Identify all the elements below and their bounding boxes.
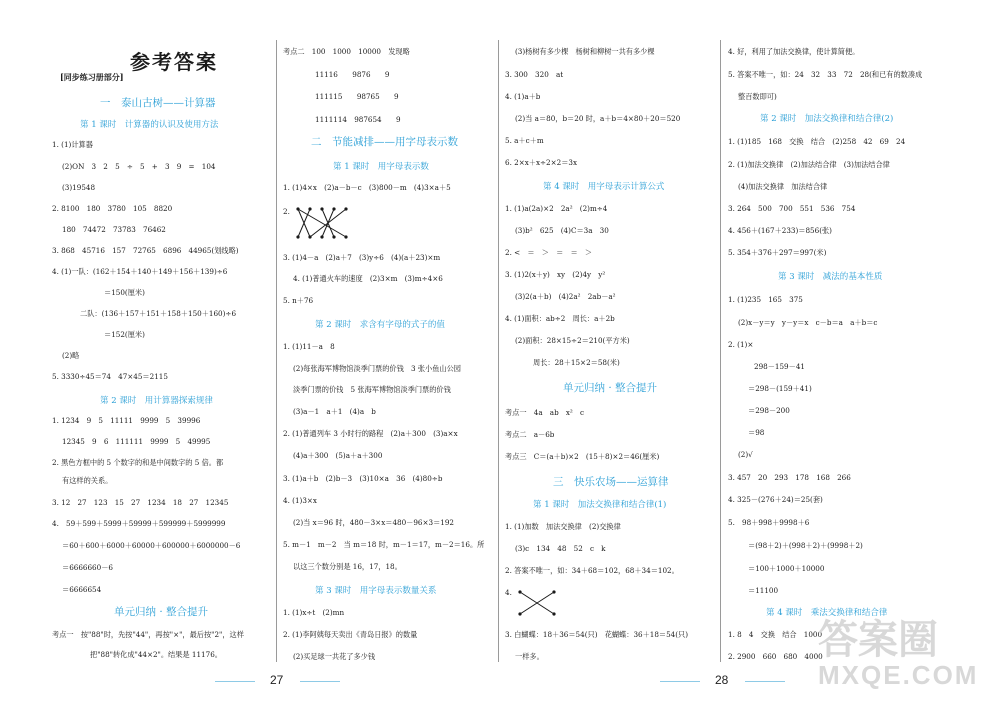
- answer-line: 周长：28＋15×2＝58(米): [533, 358, 620, 367]
- answer-line: (2)面积：28×15÷2＝210(平方米): [515, 336, 630, 345]
- answer-line: 淡季门票的价钱 5 张海军博物馆淡季门票的价钱: [293, 385, 451, 394]
- column-4: [728, 0, 968, 680]
- answer-line: 5. 3330÷45＝74 47×45＝2115: [52, 372, 168, 381]
- answer-line: 把"88"转化成"44×2"。结果是 11176。: [90, 650, 222, 659]
- answer-line: 2. (1)×: [728, 340, 754, 349]
- answer-line: 111115 98765 9: [315, 92, 399, 101]
- match-dot: [308, 235, 311, 238]
- lesson-heading: 第 2 课时 求含有字母的式子的值: [315, 320, 445, 330]
- answer-line: (2)当 x＝96 时，480－3×x＝480－96×3＝192: [293, 518, 454, 527]
- column-3: [505, 0, 717, 680]
- answer-line: ＝152(厘米): [104, 330, 145, 339]
- answer-line: (2)略: [62, 351, 80, 360]
- match-dot: [296, 235, 299, 238]
- column-divider: [498, 40, 499, 662]
- answer-line: 1. 8 4 交换 结合 1000: [728, 630, 823, 639]
- answer-line: 2. < ＝ ＞ ＝ ＝ ＞: [505, 248, 593, 257]
- lesson-heading: 第 3 课时 用字母表示数量关系: [315, 586, 437, 596]
- match-dot: [344, 207, 347, 210]
- answer-line: (3)a－1 a＋1 (4)a b: [293, 407, 376, 416]
- answer-line: 考点一 按"88"时，先按"44"，再按"×"，最后按"2"，这样: [52, 630, 244, 639]
- answer-line: 5. 354＋376＋297＝997(米): [728, 248, 827, 257]
- answer-line: 180 74472 73783 76462: [62, 225, 166, 234]
- match-dot: [332, 235, 335, 238]
- page-number-left: 27: [270, 673, 284, 687]
- lesson-heading: 第 2 课时 加法交换律和结合律(2): [760, 114, 894, 124]
- answer-line: ＝298－200: [748, 406, 790, 415]
- cross-dot: [552, 612, 555, 615]
- answer-line: 3. 264 500 700 551 536 754: [728, 204, 856, 213]
- answer-line: ＝298－(159＋41): [748, 384, 812, 393]
- lesson-heading: 第 2 课时 用计算器探索规律: [100, 396, 213, 406]
- answer-line: 5. 98＋998＋9998＋6: [728, 518, 810, 527]
- answer-line: 有这样的关系。: [62, 476, 113, 485]
- answer-line: (2)当 a＝80，b＝20 时，a＋b＝4×80＋20＝520: [515, 114, 681, 123]
- answer-line: (2)√: [738, 450, 753, 459]
- lesson-heading: 第 4 课时 乘法交换律和结合律: [766, 608, 888, 618]
- match-dot: [344, 235, 347, 238]
- answer-line: 整百数即可): [738, 92, 777, 101]
- answer-line: 考点三 C＝(a＋b)×2 (15＋8)×2＝46(厘米): [505, 452, 660, 461]
- answer-line: 4. (1)一队：(162＋154＋140＋149＋156＋139)÷6: [52, 267, 228, 276]
- match-dot: [308, 207, 311, 210]
- answer-line: 考点二 a－6b: [505, 430, 555, 439]
- watermark-url: MXQE.COM: [818, 660, 979, 690]
- answer-line: ＝6666654: [62, 585, 102, 594]
- answer-line: (4)加法交换律 加法结合律: [738, 182, 828, 191]
- answer-line: 3. 300 320 at: [505, 70, 564, 79]
- answer-line: 298－159－41: [754, 362, 805, 371]
- answer-line: ＝60＋600＋6000＋60000＋600000＋6000000－6: [62, 541, 241, 550]
- answer-line: 4. 好，利用了加法交换律，使计算简便。: [728, 47, 860, 56]
- answer-line: 3. 白蝴蝶：18＋36＝54(只) 花蝴蝶：36＋18＝54(只): [505, 630, 689, 639]
- page-title: 参考答案: [130, 50, 218, 74]
- crossing-lines-diagram: [514, 586, 560, 620]
- answer-line: (3)b² 625 (4)C＝3a 30: [515, 226, 609, 235]
- answer-line: 4.: [505, 588, 512, 597]
- answer-line: 2. 8100 180 3780 105 8820: [52, 204, 173, 213]
- answer-line: 6. 2×x＋x÷2×2＝3x: [505, 158, 578, 167]
- answer-line: 1. (1)x÷t (2)mn: [283, 608, 345, 617]
- cross-dot: [518, 590, 521, 593]
- answer-line: 2. (1)李阿姨每天卖出《青岛日报》的数量: [283, 630, 418, 639]
- answer-line: 3. (1)4－a (2)a＋7 (3)y÷6 (4)(a＋23)×m: [283, 253, 441, 262]
- answer-line: 3. (1)2(x＋y) xy (2)4y y²: [505, 270, 606, 279]
- answer-line: 5. n＋76: [283, 296, 314, 305]
- answer-line: 5. m－1 m－2 当 m＝18 时，m－1＝17，m－2＝16。所: [283, 540, 485, 549]
- section-tag: [同步练习册部分]: [60, 72, 124, 82]
- lesson-heading: 第 1 课时 加法交换律和结合律(1): [533, 500, 667, 510]
- answer-line: 1. (1)11－a 8: [283, 342, 335, 351]
- column-divider: [720, 40, 721, 662]
- answer-line: (3)19548: [62, 183, 96, 192]
- answer-line: 二队：(136＋157＋151＋158＋150＋160)÷6: [80, 309, 237, 318]
- answer-line: (2)ON 3 2 5 ÷ 5 + 3 9 = 104: [62, 162, 216, 171]
- answer-line: 3. 868 45716 157 72765 6896 44965(划线略): [52, 246, 239, 255]
- answer-line: 12345 9 6 111111 9999 5 49995: [62, 437, 211, 446]
- column-1: [52, 0, 272, 680]
- answer-line: 2. (1)加法交换律 (2)加法结合律 (3)加法结合律: [728, 160, 890, 169]
- lesson-heading: 第 1 课时 计算器的认识及使用方法: [80, 120, 219, 130]
- answer-line: (3)c 134 48 52 c k: [515, 544, 606, 553]
- answer-line: 2.: [283, 207, 290, 216]
- unit-heading: 三 快乐农场——运算律: [553, 476, 669, 488]
- lesson-heading: 第 1 课时 用字母表示数: [333, 162, 429, 172]
- answer-line: 2. 2900 660 680 4000: [728, 652, 823, 661]
- cross-dot: [552, 590, 555, 593]
- answer-line: ＝11100: [748, 586, 779, 595]
- page-number-rule: [300, 681, 340, 682]
- answer-line: 3. 457 20 293 178 168 266: [728, 473, 851, 482]
- match-dot: [320, 235, 323, 238]
- page-number-right: 28: [715, 673, 729, 687]
- answer-line: ＝(98＋2)＋(998＋2)＋(9998＋2): [748, 541, 863, 550]
- answer-line: ＝100＋1000＋10000: [748, 564, 825, 573]
- review-heading: 单元归纳 · 整合提升: [563, 382, 658, 394]
- lesson-heading: 第 3 课时 减法的基本性质: [778, 272, 883, 282]
- answer-line: ＝6666660－6: [62, 563, 113, 572]
- unit-heading: 一 泰山古树——计算器: [100, 97, 216, 109]
- cross-dot: [518, 612, 521, 615]
- column-divider: [276, 40, 277, 662]
- match-line: [298, 209, 346, 237]
- review-heading: 单元归纳 · 整合提升: [114, 606, 209, 618]
- answer-line: 考点一 4a ab x² c: [505, 408, 585, 417]
- answer-line: 1. 1234 9 5 11111 9999 5 39996: [52, 416, 201, 425]
- answer-line: (3)杨树有多少棵 杨树和柳树一共有多少棵: [515, 47, 655, 56]
- match-dot: [296, 207, 299, 210]
- answer-line: 5. 答案不唯一，如：24 32 33 72 28(和已有的数凑成: [728, 70, 923, 79]
- answer-line: 4. (1)a＋b: [505, 92, 541, 101]
- answer-line: (2)买足球一共花了多少钱: [293, 652, 376, 661]
- lesson-heading: 第 4 课时 用字母表示计算公式: [543, 182, 665, 192]
- answer-line: 1. (1)4×x (2)a－b－c (3)800－m (4)3×a＋5: [283, 183, 451, 192]
- answer-line: 以这三个数分别是 16，17，18。: [293, 562, 402, 571]
- answer-line: 1111114 987654 9: [315, 115, 401, 124]
- answer-line: (2)x－y＝y y－y＝x c－b＝a a＋b＝c: [738, 318, 878, 327]
- answer-line: ＝98: [748, 428, 765, 437]
- answer-line: 3. 12 27 123 15 27 1234 18 27 12345: [52, 498, 229, 507]
- unit-heading: 二 节能减排——用字母表示数: [311, 136, 458, 148]
- answer-line: 1. (1)计算器: [52, 140, 93, 149]
- answer-line: 2. 答案不唯一，如：34＋68＝102，68＋34＝102。: [505, 566, 679, 575]
- matching-lines-diagram: [292, 205, 354, 241]
- answer-line: 1. (1)185 168 交换 结合 (2)258 42 69 24: [728, 137, 906, 146]
- answer-line: (3)2(a＋b) (4)2a² 2ab－a²: [515, 292, 616, 301]
- watermark-logo: 答案圈: [818, 618, 938, 662]
- answer-line: 4. 325－(276＋24)＝25(套): [728, 495, 823, 504]
- answer-line: 2. (1)普通列车 3 小时行的路程 (2)a＋300 (3)a×x: [283, 429, 458, 438]
- answer-line: 4. 59＋599＋5999＋59999＋599999＋5999999: [52, 519, 226, 528]
- answer-line: 4. (1)普通火车的速度 (2)3×m (3)m÷4×6: [293, 274, 443, 283]
- match-line: [310, 209, 346, 237]
- answer-line: 3. (1)a＋b (2)b－3 (3)10×a 36 (4)80÷b: [283, 474, 443, 483]
- answer-line: 1. (1)235 165 375: [728, 295, 803, 304]
- answer-line: 5. a＋c＋m: [505, 136, 544, 145]
- match-dot: [320, 207, 323, 210]
- answer-line: 一样多。: [515, 652, 544, 661]
- page-number-rule: [660, 681, 700, 682]
- answer-line: 1. (1)a(2a)×2 2a² (2)m÷4: [505, 204, 608, 213]
- page-number-rule: [215, 681, 255, 682]
- answer-line: 4. (1)3×x: [283, 496, 317, 505]
- page-number-rule: [745, 681, 785, 682]
- answer-line: 1. (1)加数 加法交换律 (2)交换律: [505, 522, 621, 531]
- match-dot: [332, 207, 335, 210]
- answer-line: 考点二 100 1000 10000 发现略: [283, 47, 410, 56]
- answer-line: 11116 9876 9: [315, 70, 390, 79]
- answer-line: (2)每张海军博物馆淡季门票的价钱 3 张小鱼山公园: [293, 364, 461, 373]
- answer-line: 4. 456＋(167＋233)＝856(张): [728, 226, 832, 235]
- column-2: [283, 0, 495, 680]
- answer-line: (4)a＋300 (5)a＋a＋300: [293, 451, 383, 460]
- answer-line: ＝150(厘米): [104, 288, 145, 297]
- answer-line: 4. (1)面积：ab÷2 周长：a＋2b: [505, 314, 615, 323]
- answer-line: 2. 黑色方框中的 5 个数字的和是中间数字的 5 倍。都: [52, 458, 224, 467]
